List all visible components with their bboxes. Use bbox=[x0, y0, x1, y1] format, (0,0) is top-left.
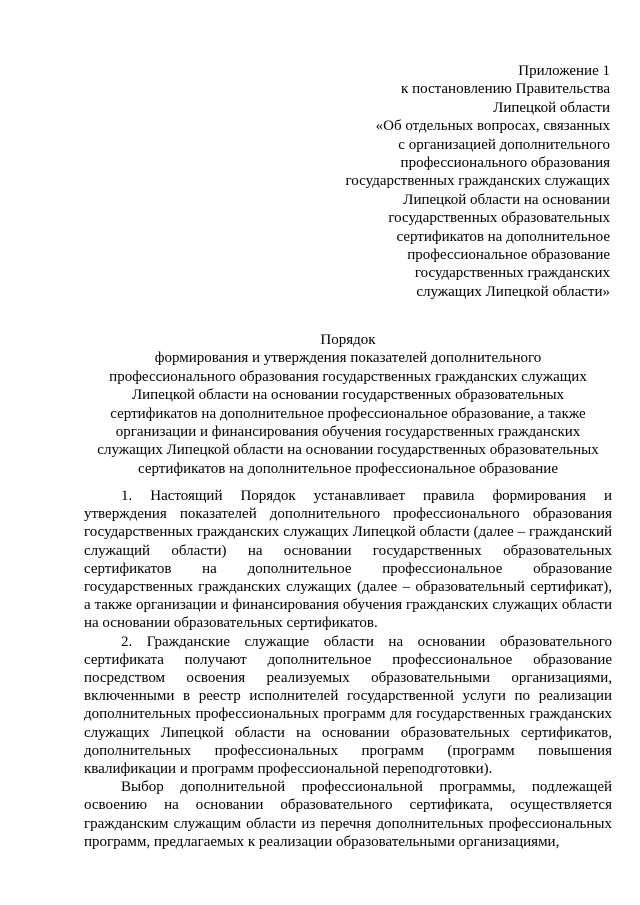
paragraph-2: 2. Гражданские служащие области на основании образовательного сертификата получают дополнительное профессиональное образование посредством освоения реализуемых образовательными организациями, включенными в реестр исполнителей государственной услуги по реализации дополнительных профессиональных программ для государственных гражданских служащих Липецкой области на основании образовательных сертификатов, дополнительных профессиональных программ (программ повышения квалификации и программ профессиональной переподготовки). bbox=[84, 633, 612, 778]
title-heading: Порядок bbox=[320, 332, 376, 348]
paragraph-1: 1. Настоящий Порядок устанавливает правила формирования и утверждения показателей дополнительного профессионального образования государственных гражданских служащих Липецкой области (далее – гражданский служащий области) на основании государственных образовательных сертификатов на дополнительное профессиональное образование государственных гражданских служащих (далее – образовательный сертификат), а также организации и финансирования обучения гражданских служащих области на основании образовательных сертификатов. bbox=[84, 488, 612, 632]
title-line: профессионального образования государственных гражданских служащих bbox=[109, 368, 587, 385]
appendix-line: сертификатов на дополнительное bbox=[396, 228, 610, 245]
appendix-line: служащих Липецкой области» bbox=[416, 283, 610, 300]
appendix-line: Липецкой области bbox=[493, 99, 610, 116]
paragraph-3: Выбор дополнительной профессиональной программы, подлежащей освоению на основании образовательного сертификата, осуществляется гражданским служащим области из перечня дополнительных профессиональных программ, предлагаемых к реализации образовательными организациями, bbox=[84, 779, 612, 850]
title-line: сертификатов на дополнительное профессиональное образование, а также bbox=[110, 405, 586, 422]
appendix-line: с организацией дополнительного bbox=[398, 136, 610, 153]
appendix-line: государственных образовательных bbox=[388, 210, 610, 227]
appendix-line: профессиональное образование bbox=[407, 247, 610, 264]
appendix-line: Липецкой области на основании bbox=[403, 191, 610, 208]
document-title bbox=[84, 331, 612, 478]
title-line: сертификатов на дополнительное профессиональное образование bbox=[137, 460, 558, 477]
title-line: Липецкой области на основании государственных образовательных bbox=[131, 387, 565, 404]
appendix-line: государственных гражданских bbox=[414, 265, 610, 282]
title-line: служащих Липецкой области на основании государственных образовательных bbox=[97, 442, 599, 459]
appendix-line: к постановлению Правительства bbox=[401, 81, 610, 98]
document-body bbox=[84, 487, 612, 851]
appendix-line: профессионального образования bbox=[400, 155, 610, 172]
title-line: организации и финансирования обучения государственных гражданских bbox=[115, 424, 581, 441]
appendix-line: «Об отдельных вопросах, связанных bbox=[375, 118, 610, 135]
appendix-line: государственных гражданских служащих bbox=[345, 173, 610, 190]
title-line: формирования и утверждения показателей дополнительного bbox=[154, 350, 542, 367]
appendix-line: Приложение 1 bbox=[518, 63, 610, 79]
appendix-header bbox=[330, 62, 610, 301]
